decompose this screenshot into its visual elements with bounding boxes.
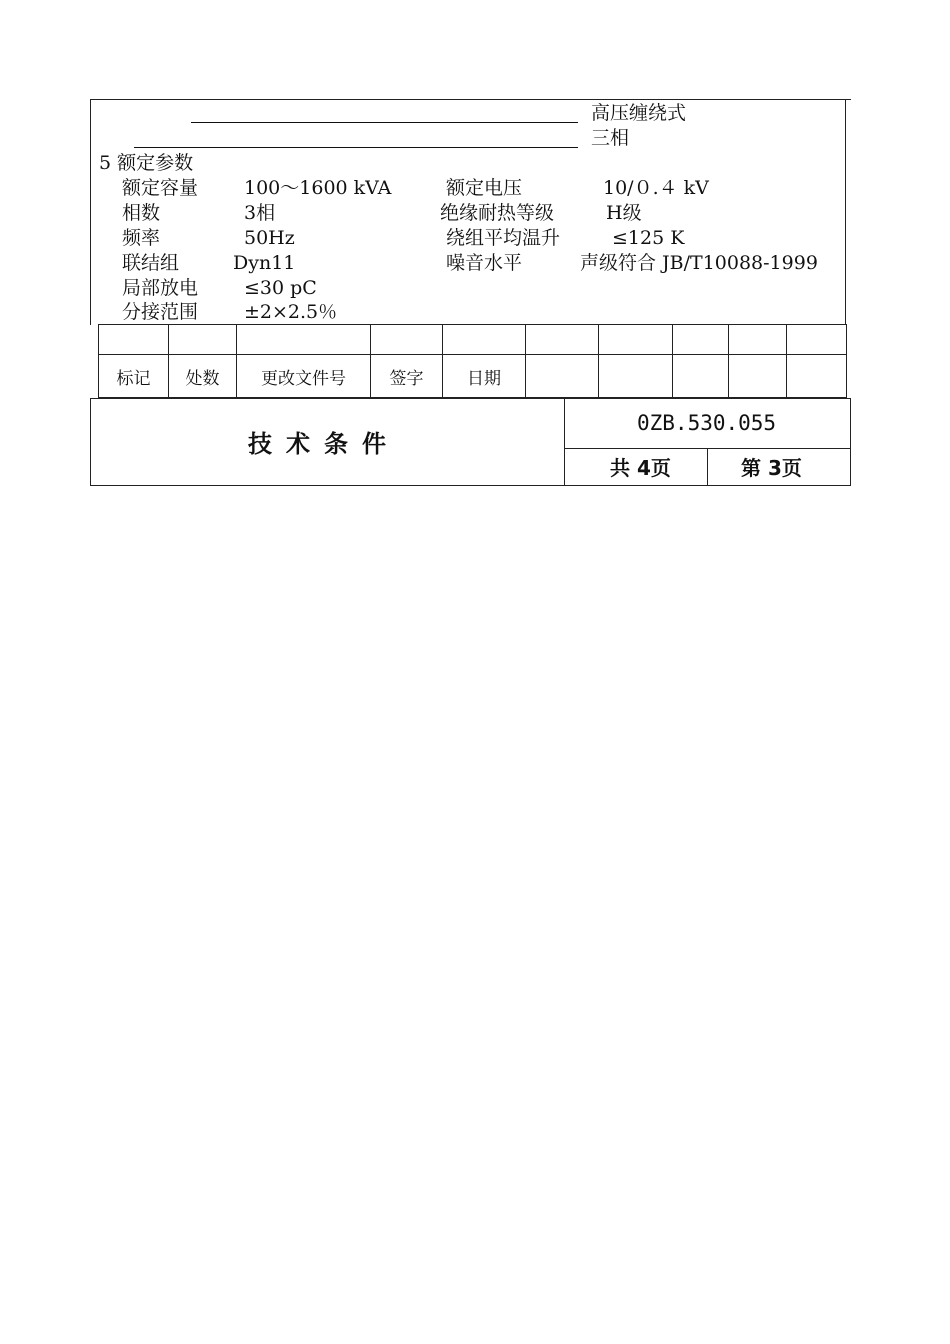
transformer-type: 高压缠绕式 — [591, 102, 687, 124]
revision-cell — [526, 325, 599, 355]
header-underline-2 — [134, 147, 578, 148]
revision-table — [98, 324, 847, 398]
param-label: 联结组 — [122, 252, 180, 274]
revision-cell — [729, 325, 787, 355]
param-label: 分接范围 — [122, 301, 199, 323]
revision-cell — [443, 325, 526, 355]
param-value: 50Hz — [244, 227, 295, 249]
revision-cell — [99, 325, 169, 355]
param-value: ≤125 K — [612, 227, 685, 249]
title-divider — [564, 398, 565, 486]
revision-header-change-doc: 更改文件号 — [237, 355, 371, 398]
param-value: ≤30 pC — [244, 277, 317, 299]
revision-header-count: 处数 — [169, 355, 237, 398]
param-label: 噪音水平 — [446, 252, 523, 274]
phase-type: 三相 — [591, 127, 630, 149]
document-number: 0ZB.530.055 — [637, 411, 777, 435]
revision-header-row — [99, 355, 847, 398]
revision-header-signature: 签字 — [371, 355, 443, 398]
total-pages: 共 4页 — [610, 456, 671, 480]
revision-cell — [673, 325, 729, 355]
revision-cell — [787, 325, 847, 355]
revision-cell — [169, 325, 237, 355]
param-value: 100～1600 kVA — [244, 177, 392, 199]
revision-cell — [599, 325, 673, 355]
revision-cell — [729, 355, 787, 398]
param-value: H级 — [606, 202, 642, 224]
border-tick — [845, 99, 851, 100]
param-label: 频率 — [122, 227, 161, 249]
revision-header-mark: 标记 — [99, 355, 169, 398]
revision-blank-row — [99, 325, 847, 355]
section-heading: 5 额定参数 — [99, 152, 194, 174]
current-page: 第 3页 — [741, 456, 802, 480]
param-label: 相数 — [122, 202, 161, 224]
param-label: 绝缘耐热等级 — [440, 202, 555, 224]
revision-cell — [599, 355, 673, 398]
param-value: Dyn11 — [233, 252, 296, 274]
revision-cell — [673, 355, 729, 398]
header-underline-1 — [191, 122, 578, 123]
param-label: 绕组平均温升 — [446, 227, 561, 249]
param-value: 3相 — [244, 202, 276, 224]
param-label: 额定电压 — [446, 177, 523, 199]
param-label: 额定容量 — [122, 177, 199, 199]
revision-cell — [787, 355, 847, 398]
revision-cell — [371, 325, 443, 355]
param-value: 声级符合 JB/T10088-1999 — [580, 252, 818, 274]
revision-header-date: 日期 — [443, 355, 526, 398]
param-value: 10/０.４ kV — [603, 177, 709, 199]
param-value: ±2×2.5％ — [244, 301, 338, 323]
param-label: 局部放电 — [122, 277, 199, 299]
document-title: 技术条件 — [248, 430, 400, 458]
revision-cell — [526, 355, 599, 398]
pages-divider — [707, 448, 708, 486]
revision-cell — [237, 325, 371, 355]
